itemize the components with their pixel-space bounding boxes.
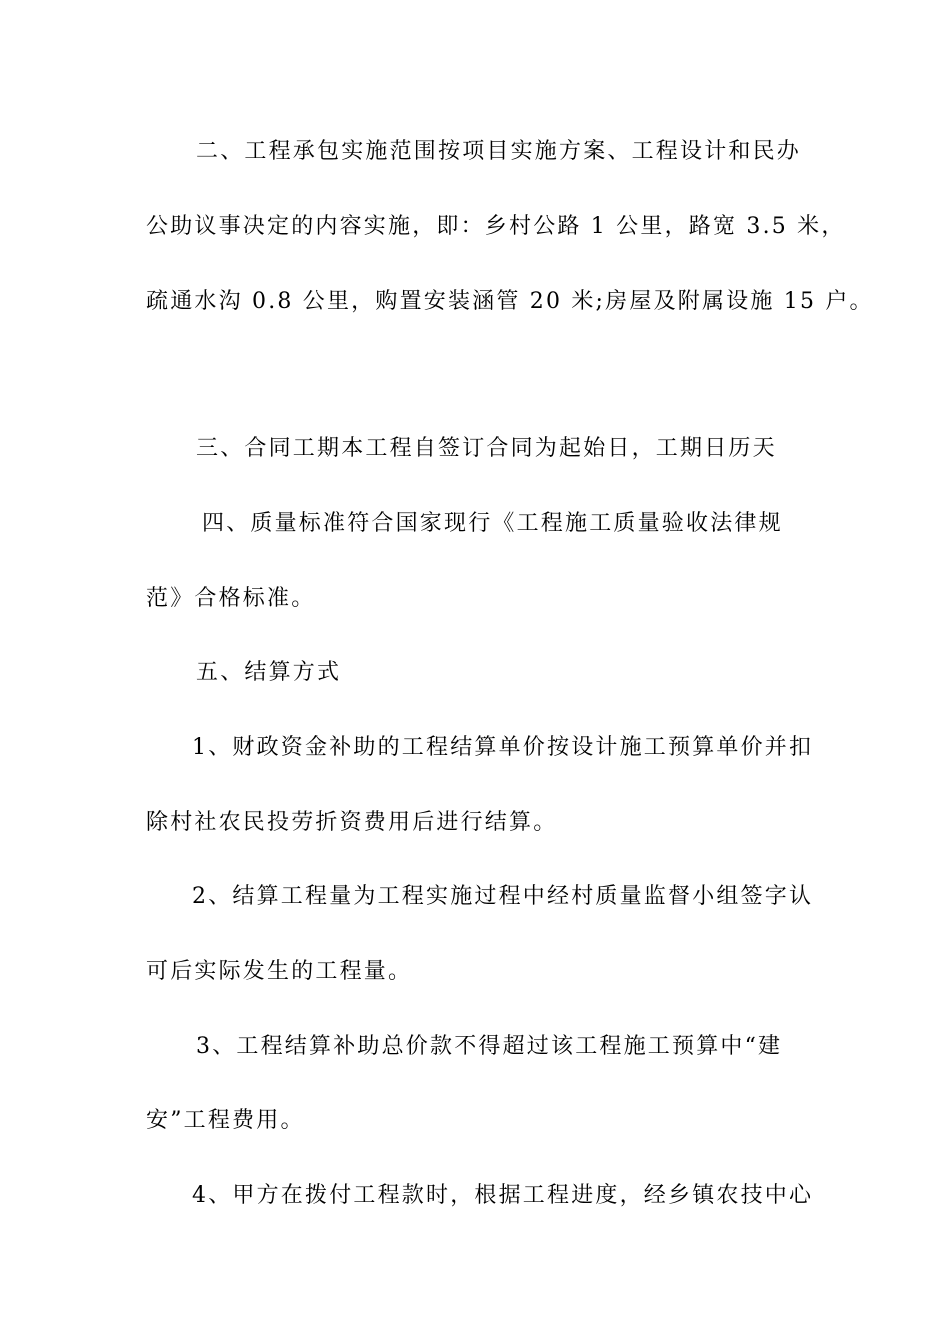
item-4-line-1: 4、甲方在拨付工程款时，根据工程进度，经乡镇农技中心 [192, 1183, 814, 1208]
paragraph-2-line-1: 二、工程承包实施范围按项目实施方案、工程设计和民办 [196, 139, 802, 164]
paragraph-2-line-2: 公助议事决定的内容实施，即：乡村公路 1 公里，路宽 3.5 米， [146, 214, 846, 239]
item-1-line-2: 除村社农民投劳折资费用后进行结算。 [146, 810, 558, 835]
item-3-line-1: 3、工程结算补助总价款不得超过该工程施工预算中“建 [196, 1034, 783, 1059]
item-2-line-2: 可后实际发生的工程量。 [146, 959, 413, 984]
section-5-heading: 五、结算方式 [196, 660, 342, 685]
paragraph-4-line-2: 范》合格标准。 [146, 586, 316, 611]
item-1-line-1: 1、财政资金补助的工程结算单价按设计施工预算单价并扣 [192, 735, 814, 760]
paragraph-4-line-1: 四、质量标准符合国家现行《工程施工质量验收法律规 [202, 511, 783, 536]
item-2-line-1: 2、结算工程量为工程实施过程中经村质量监督小组签字认 [192, 884, 814, 909]
item-3-line-2: 安”工程费用。 [146, 1108, 305, 1133]
paragraph-3-line-1: 三、合同工期本工程自签订合同为起始日，工期日历天 [196, 436, 777, 461]
paragraph-2-line-3: 疏通水沟 0.8 公里，购置安装涵管 20 米;房屋及附属设施 15 户。 [146, 289, 874, 314]
